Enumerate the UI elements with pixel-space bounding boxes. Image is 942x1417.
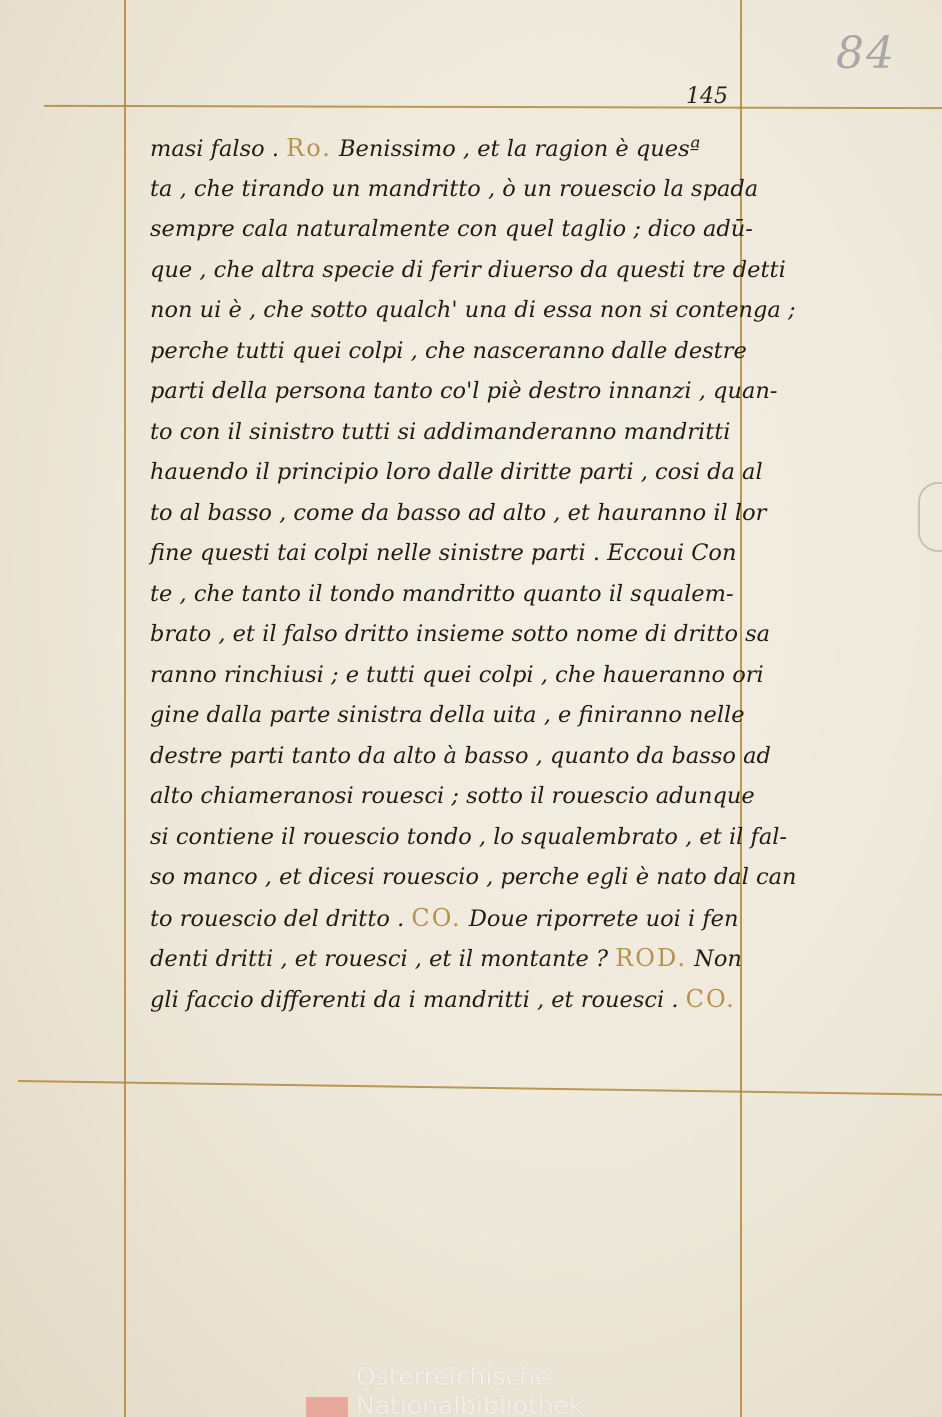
text-line (150, 736, 771, 777)
text-line (150, 776, 755, 817)
library-logo-mark (306, 1397, 348, 1417)
text-line (150, 898, 739, 939)
text-segment: parti della persona tanto co'l piè destro innanzi , quan- (150, 378, 778, 404)
speaker-label: CO. (685, 984, 736, 1013)
text-line (150, 250, 786, 291)
text-segment: Doue riporrete uoi i fen (461, 905, 739, 932)
text-segment: fine questi tai colpi nelle sinistre parti . Eccoui Con (150, 540, 737, 566)
text-segment: masi falso . (150, 136, 287, 162)
folio-number: 84 (836, 28, 896, 79)
text-segment: gine dalla parte sinistra della uita , e finiranno nelle (150, 702, 745, 728)
text-segment: to con il sinistro tutti si addimanderanno mandritti (150, 418, 731, 445)
text-segment: ranno rinchiusi ; e tutti quei colpi , che haueranno ori (150, 661, 764, 688)
text-segment: ta , che tirando un mandritto , ò un rouescio la spada (150, 175, 759, 202)
text-segment: si contiene il rouescio tondo , lo squalembrato , et il fal- (150, 823, 788, 850)
text-segment: hauendo il principio loro dalle diritte parti , cosi da al (150, 459, 763, 485)
text-line (150, 452, 763, 493)
watermark-line-2: Nationalbibliothek (356, 1391, 584, 1417)
text-line (150, 128, 730, 169)
text-line (150, 331, 747, 372)
text-line (150, 493, 767, 534)
speaker-label: ROD. (615, 944, 687, 972)
text-line (150, 655, 764, 696)
text-segment: destre parti tanto da alto à basso , quanto da basso ad (150, 742, 771, 769)
watermark-line-1: Österreichische (356, 1362, 551, 1391)
text-segment: Benissimo , et la ragion è quesª (331, 136, 701, 162)
text-segment: perche tutti quei colpi , che nasceranno dalle destre (150, 337, 747, 364)
text-line (150, 614, 771, 655)
rule-bottom-horizontal (18, 1080, 942, 1096)
text-segment: to rouescio del dritto . (150, 905, 412, 932)
text-segment: denti dritti , et rouesci , et il montante ? (150, 946, 616, 972)
text-block (150, 128, 797, 1019)
rule-left-vertical (124, 0, 126, 1417)
text-line (150, 290, 796, 331)
speaker-label: Ro. (286, 134, 332, 162)
text-segment: te , che tanto il tondo mandritto quanto il squalem- (150, 580, 734, 607)
text-line (150, 574, 734, 615)
text-segment: Non (686, 946, 742, 972)
text-segment: gli faccio differenti da i mandritti , et rouesci . (150, 986, 686, 1013)
text-line (150, 412, 730, 453)
text-segment: so manco , et dicesi rouescio , perche egli è nato dal can (150, 864, 797, 890)
text-line (150, 817, 788, 858)
text-line (150, 533, 737, 574)
text-line (150, 695, 745, 736)
text-line (150, 169, 759, 210)
page-edge-bracket (918, 482, 942, 552)
text-segment: alto chiameranosi rouesci ; sotto il rouescio adunque (150, 783, 755, 809)
text-line (150, 979, 736, 1020)
text-segment: sempre cala naturalmente con quel taglio ; dico adū- (150, 216, 753, 242)
text-segment: que , che altra specie di ferir diuerso da questi tre detti (150, 256, 786, 283)
speaker-label: CO. (411, 903, 462, 932)
rule-top-horizontal (44, 105, 942, 109)
text-line (150, 938, 742, 979)
page-number: 145 (686, 84, 728, 109)
text-line (150, 371, 778, 412)
library-watermark (356, 1362, 584, 1417)
text-segment: brato , et il falso dritto insieme sotto nome di dritto sa (150, 621, 771, 647)
text-segment: non ui è , che sotto qualch' una di essa non si contenga ; (150, 297, 796, 323)
text-segment: to al basso , come da basso ad alto , et hauranno il lor (150, 499, 767, 526)
text-line (150, 209, 753, 250)
text-line (150, 857, 797, 898)
